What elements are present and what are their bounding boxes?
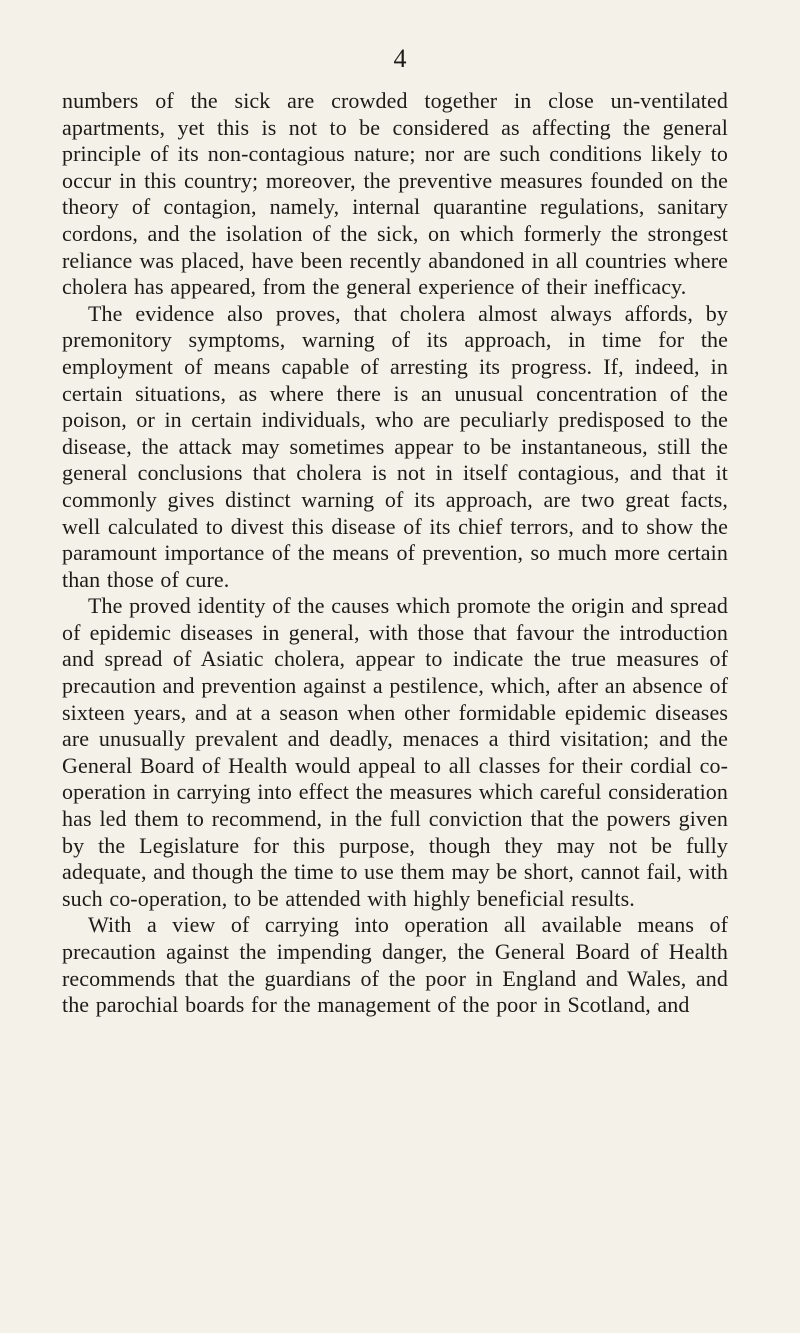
page-number: 4 [393, 44, 407, 73]
paragraph-4: With a view of carrying into operation all available means of precaution against the impending danger, the General Board of Health recommends that the guardians of the poor in England and Wales, and the parochial boards for the management of the poor in Scotland, and [62, 912, 728, 1018]
body-text [62, 88, 728, 1019]
paragraph-3: The proved identity of the causes which promote the origin and spread of epidemic diseases in general, with those that favour the introduction and spread of Asiatic cholera, appear to indicate the true measures of precaution and prevention against a pestilence, which, after an absence of sixteen years, and at a season when other formidable epidemic diseases are unusually prevalent and deadly, menaces a third visitation; and the General Board of Health would appeal to all classes for their cordial co-operation in carrying into effect the measures which careful consideration has led them to recommend, in the full conviction that the powers given by the Legislature for this purpose, though they may not be fully adequate, and though the time to use them may be short, cannot fail, with such co-operation, to be attended with highly beneficial results. [62, 593, 728, 911]
paragraph-1: numbers of the sick are crowded together in close un-ventilated apartments, yet this is not to be considered as affecting the general principle of its non-contagious nature; nor are such conditions likely to occur in this country; moreover, the preventive measures founded on the theory of contagion, namely, internal quarantine regulations, sanitary cordons, and the isolation of the sick, on which formerly the strongest reliance was placed, have been recently abandoned in all countries where cholera has appeared, from the general experience of their inefficacy. [62, 88, 728, 300]
paragraph-2: The evidence also proves, that cholera almost always affords, by premonitory symptoms, warning of its approach, in time for the employment of means capable of arresting its progress. If, indeed, in certain situations, as where there is an unusual concentration of the poison, or in certain individuals, who are peculiarly predisposed to the disease, the attack may sometimes appear to be instantaneous, still the general conclusions that cholera is not in itself contagious, and that it commonly gives distinct warning of its approach, are two great facts, well calculated to divest this disease of its chief terrors, and to show the paramount importance of the means of prevention, so much more certain than those of cure. [62, 300, 728, 592]
